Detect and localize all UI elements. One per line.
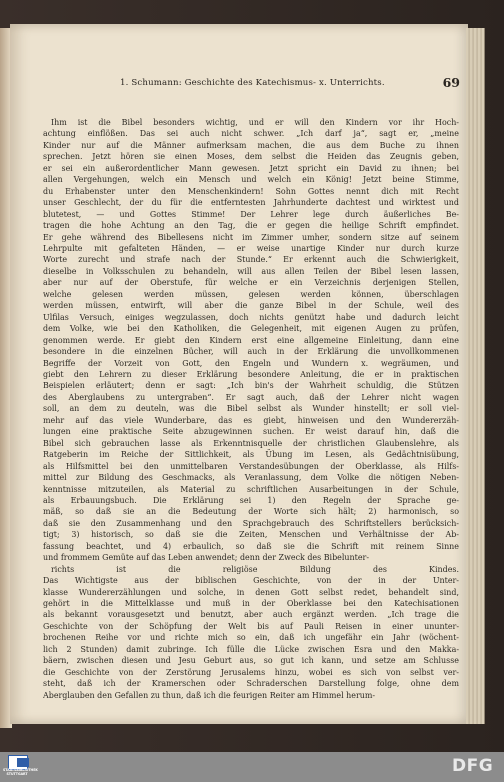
text-line: mäß, so daß sie an die Bedeutung der Worte sich hält; 2) harmonisch, so bbox=[43, 507, 459, 517]
text-line: und frommem Gemüte auf das Leben anwendet; denn der Zweck des Bibelunter- bbox=[43, 553, 369, 563]
text-line: Beispielen erläutert; denn er sagt: „Ich bin's der Wahrheit schuldig, die Stützen bbox=[43, 381, 459, 391]
text-line: lich 2 Stunden) damit zubringe. Ich fülle die Lücke zwischen Esra und den Makka- bbox=[43, 644, 459, 654]
text-line: sprechen. Jetzt hören sie einen Moses, dem selbst die Heiden das Zeugnis geben, bbox=[43, 152, 459, 162]
text-line: genommen werde. Er giebt den Kindern erst eine allgemeine Einleitung, dann eine bbox=[43, 335, 459, 345]
text-line: als bekannt vorausgesetzt und benutzt, aber auch ergänzt werden. „Ich trage die bbox=[43, 610, 459, 620]
text-line: Aberglauben den Gefallen zu thun, daß ich die feurigen Reiter am Himmel herum- bbox=[43, 690, 376, 700]
text-line: Das Wichtigste aus der biblischen Geschichte, von der in der Unter- bbox=[43, 576, 459, 586]
footer-bar bbox=[0, 752, 504, 782]
text-line: Bibel sich gebrauchen lasse als Erkenntnisquelle der christlichen Glaubenslehre, als bbox=[43, 438, 459, 448]
text-line: mittel zur Bildung des Geschmacks, als Veranlassung, dem Volke die nötigen Neben- bbox=[43, 473, 459, 483]
text-line: er sei ein außerordentlicher Mann gewesen. Jetzt spricht ein David zu ihnen; bei bbox=[43, 163, 459, 173]
text-line: Kinder nur auf die Männer aufmerksam machen, die aus dem Buche zu ihnen bbox=[43, 140, 459, 150]
text-line: tigt; 3) historisch, so daß sie die Zeiten, Menschen und Verhältnisse der Ab- bbox=[43, 530, 459, 540]
text-line: Lehrpulte mit gefalteten Händen, — er weise unartige Kinder nur durch kurze bbox=[43, 243, 459, 253]
text-line: des Aberglaubens zu untergraben“. Er sagt auch, daß der Lehrer nicht wagen bbox=[43, 392, 459, 402]
text-line: Er gehe während des Bibellesens nicht im Zimmer umher, sondern sitze auf seinem bbox=[43, 232, 459, 242]
book-page bbox=[10, 24, 468, 724]
text-line: unser Geschlecht, der du für die entferntesten Jahrhunderte dachtest und wirktest und bbox=[43, 198, 459, 208]
text-line: steht, daß ich der Kramerschen oder Schraderschen Darstellung folge, ohne dem bbox=[43, 679, 459, 689]
text-line: giebt den Lehrern zu dieser Erklärung besondere Anleitung, die er in praktischen bbox=[43, 369, 459, 379]
text-line: gehört in die Mittelklasse und muß in der Oberklasse bei den Katechisationen bbox=[43, 599, 459, 609]
text-line: welche gelesen werden müssen, gelesen werden können, überschlagen bbox=[43, 289, 459, 299]
text-line: Geschichte von der Schöpfung der Welt bis auf Pauli Reisen in einer ununter- bbox=[43, 621, 459, 631]
text-line: als Erbauungsbuch. Die Erklärung sei 1) den Regeln der Sprache ge- bbox=[43, 495, 459, 505]
text-line: dem Volke, wie bei den Katholiken, die Gelegenheit, mit eigenen Augen zu prüfen, bbox=[43, 324, 459, 334]
page-header bbox=[62, 75, 462, 94]
text-line: brochenen Reihe vor und richte mich so ein, daß ich ungefähr ein Jahr (wöchent- bbox=[43, 633, 459, 643]
text-line: Worte zurecht und strafe nach der Stunde.“ Er erkennt auch die Schwierigkeit, bbox=[43, 255, 459, 265]
text-line: dieselbe in Volksschulen zu behandeln, will aus allen Teilen der Bibel lesen lassen, bbox=[43, 266, 459, 276]
text-line: lungen eine praktische Seite abzugewinnen suchen. Er weist darauf hin, daß die bbox=[43, 427, 459, 437]
text-line: kenntnisse mitzuteilen, als Material zu schriftlichen Ausarbeitungen in der Schule, bbox=[43, 484, 459, 494]
text-line: besondere in die einzelnen Bücher, will auch in der Erklärung die unvollkommenen bbox=[43, 347, 459, 357]
dfg-logo: DFG bbox=[452, 756, 494, 776]
text-line: aber nur auf der Oberstufe, für welche er ein Verzeichnis derjenigen Stellen, bbox=[43, 278, 459, 288]
body-text bbox=[43, 117, 459, 701]
text-line: daß sie den Zusammenhang und den Sprachgebrauch des Schriftstellers berücksich- bbox=[43, 518, 459, 528]
text-line: bäern, zwischen diesen und Jesu Geburt aus, so gut ich kann, und setze am Schlusse bbox=[43, 656, 459, 666]
text-line: tragen die hohe Achtung an den Tag, die er gegen die heilige Schrift empfindet. bbox=[43, 221, 459, 231]
page-number: 69 bbox=[442, 75, 460, 90]
text-line: Ulfilas Versuch, einiges wegzulassen, doch nichts genützt habe und dadurch leicht bbox=[43, 312, 459, 322]
text-line: klasse Wundererzählungen und solche, in denen Gott selbst redet, behandelt sind, bbox=[43, 587, 459, 597]
text-line: richts ist die religiöse Bildung des Kindes. bbox=[51, 564, 459, 574]
text-line: Ihm ist die Bibel besonders wichtig, und er will den Kindern vor ihr Hoch- bbox=[51, 118, 459, 127]
library-logo-text: STAATSBIBLIOTHEK STUTTGART bbox=[3, 768, 38, 776]
text-line: allen Vergehungen, welch ein Mensch und welch ein König! Jetzt beine Stimme, bbox=[43, 175, 459, 185]
page-stack-edge bbox=[466, 28, 485, 724]
text-line: soll, an dem zu deuteln, was die Bibel selbst als Wunder hinstellt; er soll viel- bbox=[43, 404, 459, 414]
text-line: als Hilfsmittel bei den unmittelbaren Verstandesübungen der Oberklasse, als Hilfs- bbox=[43, 461, 459, 471]
text-line: fassung beachtet, und 4) erbaulich, so daß sie die Schrift mit reinem Sinne bbox=[43, 541, 459, 551]
text-line: Ratgeberin im Reiche der Sittlichkeit, als Übung im Lesen, als Gedächtnisübung, bbox=[43, 450, 459, 460]
running-head: 1. Schumann: Geschichte des Katechismus- x. Unterrichts. bbox=[120, 78, 385, 88]
text-line: werden müssen, entwirft, will aber die ganze Bibel in der Schule, weil des bbox=[43, 301, 459, 311]
text-line: du Erhabenster unter den Menschenkindern! Sohn Gottes nennt dich mit Recht bbox=[43, 186, 459, 196]
text-line: mehr auf das viele Wunderbare, das es giebt, hinweisen und den Wundererzäh- bbox=[43, 415, 459, 425]
library-logo bbox=[3, 755, 38, 781]
text-line: achtung einflößen. Das sei auch nicht schwer. „Ich darf ja“, sagt er, „meine bbox=[43, 129, 459, 139]
text-line: blutetest, — und Gottes Stimme! Der Lehrer lege durch äußerliches Be- bbox=[43, 209, 459, 219]
text-line: Begriffe der Vorzeit von Gott, den Engeln und Wundern x. wegräumen, und bbox=[43, 358, 459, 368]
text-line: die Geschichte von der Zerstörung Jerusalems hinzu, wobei es sich von selbst ver- bbox=[43, 667, 459, 677]
